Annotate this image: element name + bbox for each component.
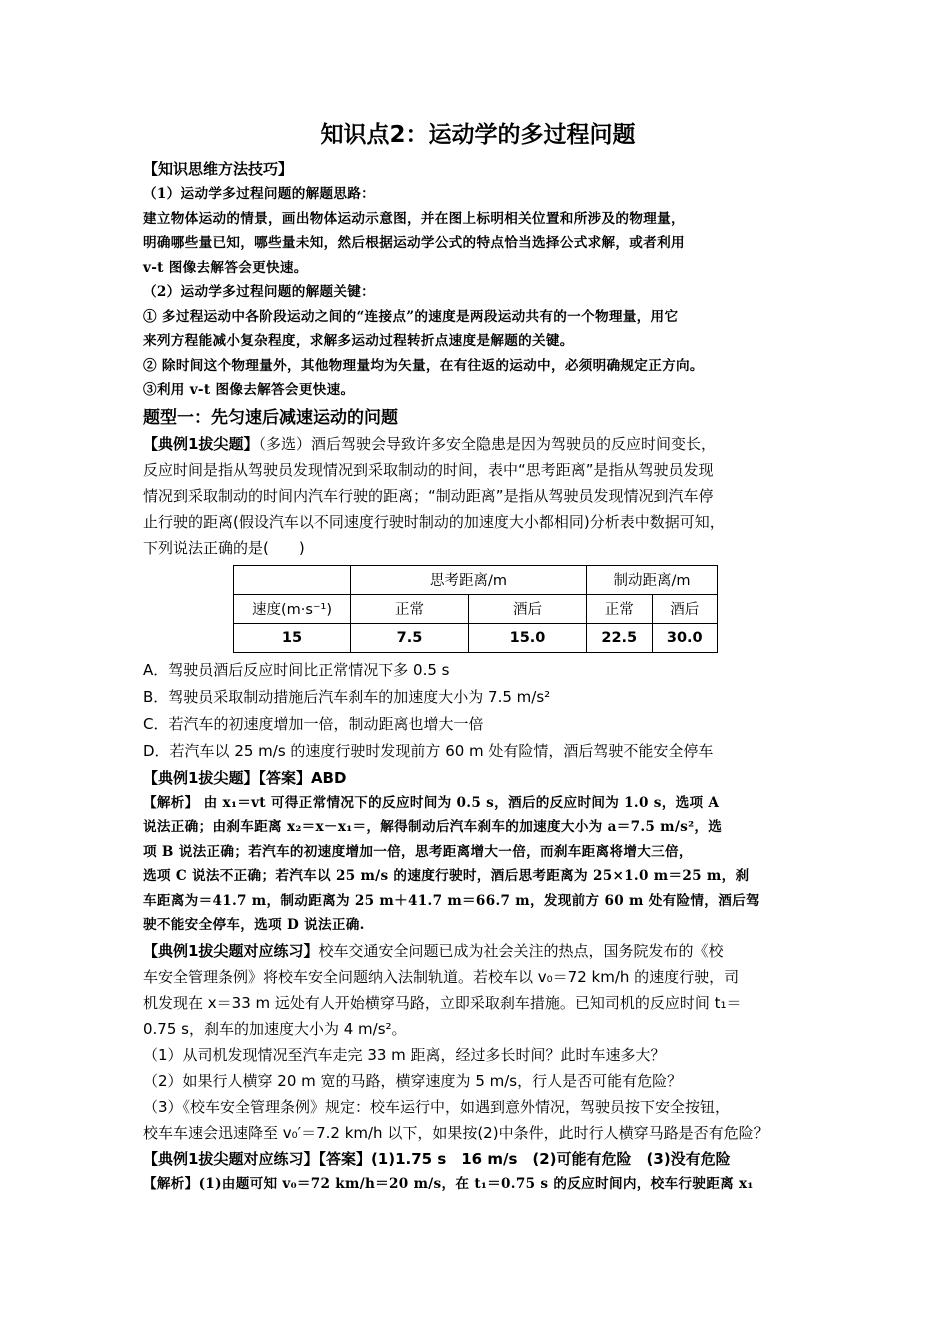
question-type-heading: 题型一：先匀速后减速运动的问题 [143,407,398,428]
solution-1-line: 项 B 说法正确；若汽车的初速度增加一倍，思考距离增大一倍，而刹车距离将增大三倍， [143,843,693,860]
example-2-line: 车安全管理条例》将校车安全问题纳入法制轨道。若校车以 v₀＝72 km/h 的速度行驶，司 [143,967,740,986]
method-1-head: （1）运动学多过程问题的解题思路： [143,186,376,202]
table-header: 酒后 [469,594,587,623]
solution-1-line: 驶不能安全停车，选项 D 说法正确. [143,917,365,933]
solution-1-line: 车距离为＝41.7 m，制动距离为 25 m＋41.7 m＝66.7 m，发现前方 60 m 处有险情，酒后驾 [143,892,760,909]
example-1-line: 止行驶的距离(假设汽车以不同速度行驶时制动的加速度大小都相同)分析表中数据可知， [143,512,725,531]
answer-1: 【典例1拔尖题】【答案】ABD [143,768,347,787]
question-2: （2）如果行人横穿 20 m 宽的马路，横穿速度为 5 m/s，行人是否可能有危险？ [143,1071,683,1090]
option-d: D．若汽车以 25 m/s 的速度行驶时发现前方 60 m 处有险情，酒后驾驶不能安全停车 [143,741,714,760]
solution-2-tag: 【解析】 [143,1175,199,1192]
table-cell: 22.5 [587,623,653,652]
option-b: B．驾驶员采取制动措施后汽车刹车的加速度大小为 7.5 m/s² [143,687,551,706]
method-2-line: ① 多过程运动中各阶段运动之间的“连接点”的速度是两段运动共有的一个物理量，用它 [143,308,679,325]
method-2-head: （2）运动学多过程问题的解题关键： [143,284,376,300]
example-1-tag: 【典例1拔尖题】 [143,434,259,453]
example-2-text: 校车交通安全问题已成为社会关注的热点，国务院发布的《校 [318,941,724,960]
table-header: 正常 [351,594,469,623]
solution-1-line: 说法正确；由刹车距离 x₂＝x－x₁＝，解得制动后汽车刹车的加速度大小为 a＝7.5 m/s²，选 [143,819,723,835]
table-cell: 7.5 [351,623,469,652]
document-page [143,110,813,1196]
example-1-line: 情况到采取制动的时间内汽车行驶的距离；“制动距离”是指从驾驶员发现情况到汽车停 [143,486,714,505]
example-1-text: （多选）酒后驾驶会导致许多安全隐患是因为驾驶员的反应时间变长， [258,434,716,453]
page-title: 知识点2：运动学的多过程问题 [320,122,636,148]
table-header: 酒后 [652,594,718,623]
option-c: C．若汽车的初速度增加一倍，制动距离也增大一倍 [143,714,484,733]
example-2-line: 机发现在 x＝33 m 远处有人开始横穿马路，立即采取刹车措施。已知司机的反应时间 t₁＝ [143,993,742,1012]
table-header: 制动距离/m [587,565,718,594]
table-header: 思考距离/m [351,565,587,594]
example-2-line [143,938,813,964]
solution-2-line [143,1172,813,1197]
method-1-line: v-t 图像去解答会更快速。 [143,259,308,276]
solution-1-line: 选项 C 说法不正确；若汽车以 25 m/s 的速度行驶时，酒后思考距离为 25×1.0 m＝25 m，刹 [143,868,750,884]
table-cell: 30.0 [652,623,718,652]
method-2-line: 来列方程能减小复杂程度，求解多运动过程转折点速度是解题的关键。 [143,333,574,349]
solution-1-tag: 【解析】 [143,794,199,811]
method-2-line: ③利用 v-t 图像去解答会更快速。 [143,382,355,398]
solution-2-text: (1)由题可知 v₀＝72 km/h＝20 m/s，在 t₁＝0.75 s 的反应时间内，校车行驶距离 x₁ [198,1175,754,1192]
question-3-line: （3）《校车安全管理条例》规定：校车运行中，如遇到意外情况，驾驶员按下安全按钮， [143,1097,731,1116]
question-3-line: 校车车速会迅速降至 v₀′＝7.2 km/h 以下，如果按(2)中条件，此时行人横穿马路是否有危险？ [143,1123,769,1142]
table-cell: 15.0 [469,623,587,652]
example-2-tag: 【典例1拔尖题对应练习】 [143,941,319,960]
example-1-line: 下列说法正确的是( ) [143,538,305,557]
answer-2: 【典例1拔尖题对应练习】【答案】(1)1.75 s 16 m/s (2)可能有危险 (3)没有危险 [143,1149,731,1168]
example-1-line: 反应时间是指从驾驶员发现情况到采取制动的时间，表中“思考距离”是指从驾驶员发现 [143,460,714,479]
table-cell [234,565,351,594]
method-header: 【知识思维方法技巧】 [143,160,294,178]
table-header: 正常 [587,594,653,623]
table-cell: 15 [234,623,351,652]
method-2-line: ② 除时间这个物理量外，其他物理量均为矢量，在有往返的运动中，必须明确规定正方向。 [143,357,704,374]
method-1-line: 建立物体运动的情景，画出物体运动示意图，并在图上标明相关位置和所涉及的物理量， [143,210,685,227]
option-a: A．驾驶员酒后反应时间比正常情况下多 0.5 s [143,660,450,679]
method-1-line: 明确哪些量已知，哪些量未知，然后根据运动学公式的特点恰当选择公式求解，或者利用 [143,235,685,251]
example-2-line: 0.75 s，刹车的加速度大小为 4 m/s²。 [143,1019,407,1038]
table-header: 速度(m·s⁻¹) [234,594,351,623]
data-table [233,565,718,653]
example-1-line [143,431,813,457]
question-1: （1）从司机发现情况至汽车走完 33 m 距离，经过多长时间？此时车速多大？ [143,1045,666,1064]
solution-1-line [143,791,813,816]
solution-1-text: 由 x₁＝vt 可得正常情况下的反应时间为 0.5 s，酒后的反应时间为 1.0 s，选项 A [198,794,720,811]
